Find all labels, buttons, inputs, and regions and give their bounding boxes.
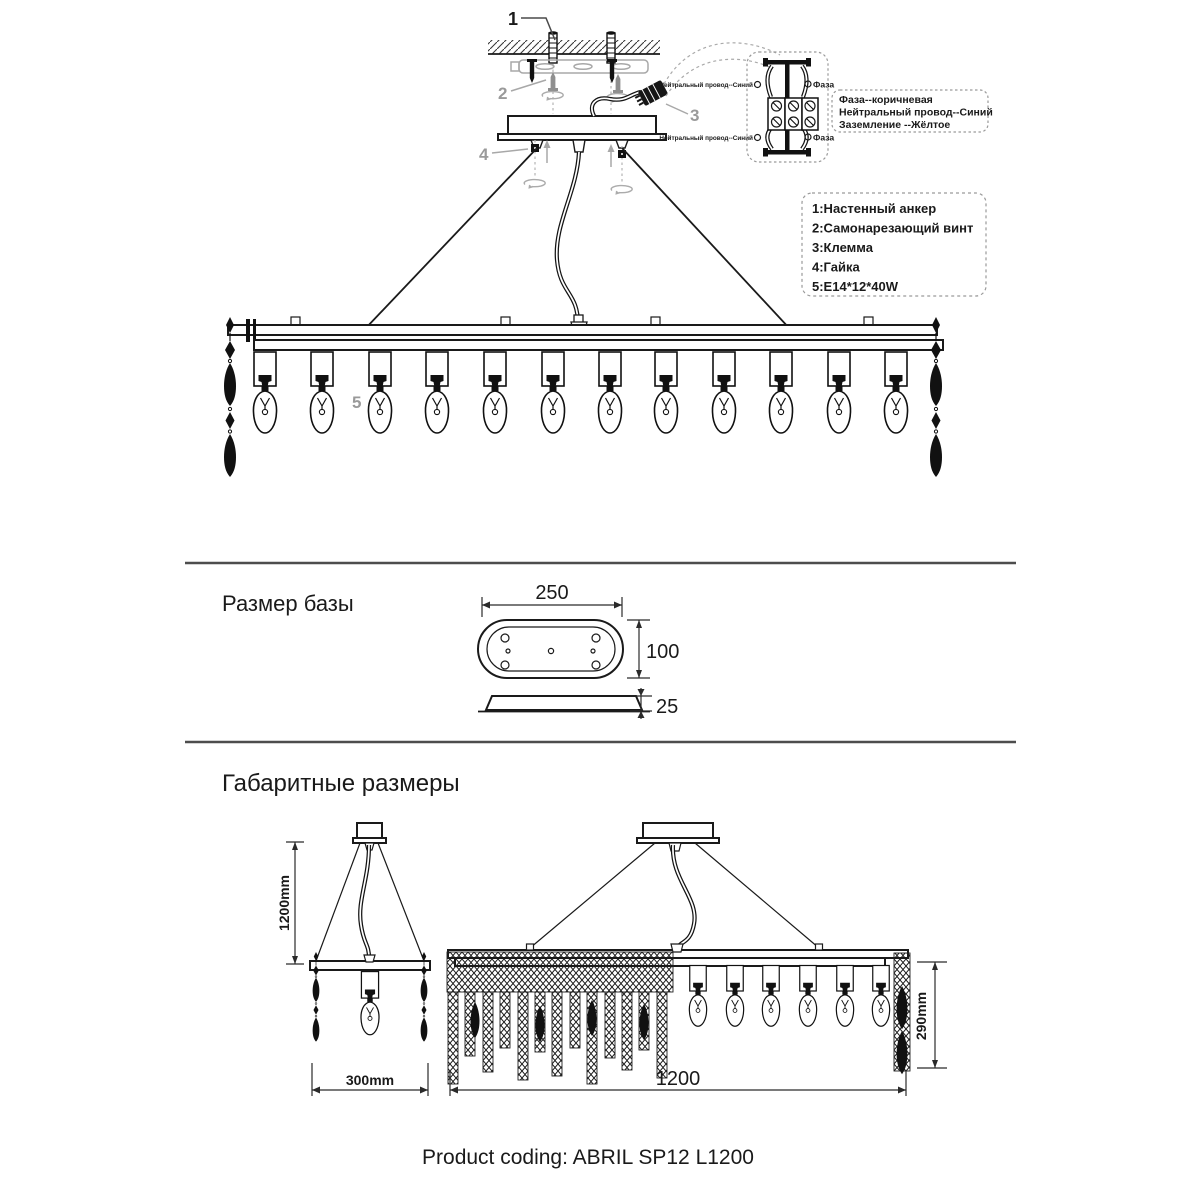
front-view [447,823,910,1084]
lamp-candle [654,352,677,433]
lamp-candle [712,352,735,433]
dimension-100 [627,620,679,678]
base-height-value: 100 [646,641,680,663]
base-size-title: Размер базы [222,591,354,616]
lamp-candle [769,352,792,433]
lamp-candle [483,352,506,433]
crystal-pendant-left [224,317,236,477]
dimension-1200mm-drop [276,842,304,964]
legend-box [832,90,993,132]
parts-item-1: 1:Настенный анкер [812,201,937,216]
parts-item-3: 3:Клемма [812,240,873,255]
side-width-value: 300mm [345,1072,395,1088]
overall-size-section [222,770,947,1096]
phase-label-bottom: Фаза [813,132,835,143]
lamp-candle [872,966,889,1027]
legend-line-1: Фаза--коричневая [839,94,933,106]
central-cable [557,152,587,333]
phase-label-top: Фаза [813,79,835,90]
callout-2: 2 [498,84,508,103]
ceiling [488,40,660,54]
callout-4: 4 [479,145,489,164]
drop-height-value: 1200mm [276,874,292,932]
parts-item-4: 4:Гайка [812,259,860,275]
lamp-candle [799,966,816,1027]
install-diagram [224,9,993,477]
crystal-curtain [447,952,673,1084]
length-value: 1200 [655,1068,701,1090]
lamp-candle [310,352,333,433]
lamp-candle [541,352,564,433]
base-thickness-value: 25 [656,696,679,718]
screw-ghost [548,72,558,91]
product-coding: Product coding: ABRIL SP12 L1200 [422,1146,754,1169]
callout-1: 1 [508,9,519,29]
suspension-wire-right [622,148,790,329]
lamp-candle [836,966,853,1027]
base-plate-top-view [478,620,623,678]
parts-item-2: 2:Самонарезающий винт [812,220,974,236]
base-width-value: 250 [535,582,569,604]
body-height-value: 290mm [913,991,929,1041]
legend-line-3: Заземление --Жёлтое [839,119,951,131]
overall-size-title: Габаритные размеры [222,770,460,797]
side-view [310,823,430,1042]
nut-left [524,140,550,189]
callout-5: 5 [352,393,362,412]
dimension-250 [482,582,622,617]
lamp-candle [827,352,850,433]
lamp-candle [253,352,276,433]
parts-list-box [802,193,986,296]
canopy [498,116,666,152]
lamp-candle [425,352,448,433]
base-size-section [222,582,679,719]
lamp-candle [762,966,779,1027]
power-cable [592,92,641,116]
lamp-candle [368,352,391,433]
callout-2-leader [511,80,546,91]
callout-3: 3 [690,106,700,125]
callout-3-leader [666,104,688,114]
self-tapping-screw [527,59,537,83]
base-plate-side-view [478,696,650,712]
wiring-diagram [659,43,834,162]
neutral-wire-label-bottom: Нейтральный провод--Синий [659,135,753,142]
lamp-candle [598,352,621,433]
lamp-candle [726,966,743,1027]
lamp-candle [361,972,379,1035]
dimension-290mm [913,962,947,1068]
parts-item-5: 5:E14*12*40W [812,279,898,294]
callout-4-leader [492,149,528,153]
nut-right [608,144,633,195]
wall-anchor [607,31,616,63]
screw-ghost [613,74,623,93]
suspension-wire-left [365,148,537,329]
terminal-block [763,58,818,157]
crystal-strand-end [894,953,910,1074]
lamp-candle [884,352,907,433]
legend-line-2: Нейтральный провод--Синий [839,106,993,119]
lamp-candle [689,966,706,1027]
neutral-wire-label-top: Нейтральный провод--Синий [659,82,753,89]
dimension-300mm [312,1063,428,1096]
